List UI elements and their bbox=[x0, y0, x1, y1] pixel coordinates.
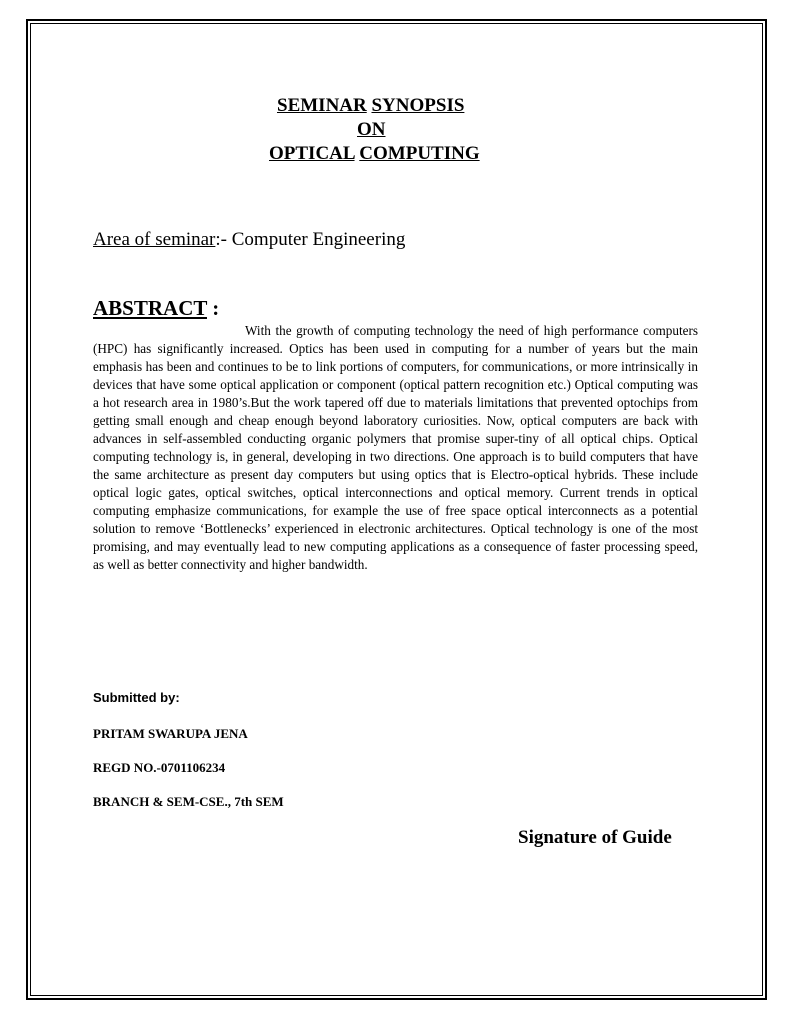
title-word-synopsis: SYNOPSIS bbox=[371, 95, 465, 116]
signature-of-guide: Signature of Guide bbox=[518, 827, 672, 848]
abstract-text: With the growth of computing technology the need of high performance computers (HPC) has significantly increased. Optics has been used in computing for a number of years but the main emphasis has been and continues to be to link portions of computers, for communications, or more intrinsically in devices that have some optical application or component (optical pattern recognition etc.) Optical computing was a hot research area in 1980’s.But the work tapered off due to materials limitations that prevented optochips from getting small enough and cheap enough beyond laboratory curiosities. Now, optical computers are back with advances in self-assembled conducting organic polymers that promise super-tiny of all optical chips. Optical computing technology is, in general, developing in two directions. One approach is to build computers that have the same architecture as present day computers but using optics that is Electro-optical hybrids. These include optical logic gates, optical switches, optical interconnections and optical memory. Current trends in optical computing emphasize communications, for example the use of free space optical interconnects as a potential solution to remove ‘Bottlenecks’ experienced in electronic architectures. Optical technology is one of the most promising, and may eventually lead to new computing applications as a consequence of faster processing speed, as well as better connectivity and higher bandwidth. bbox=[93, 323, 698, 572]
title-word-seminar: SEMINAR bbox=[277, 95, 367, 116]
title-line-2 bbox=[357, 118, 386, 142]
abstract-heading bbox=[93, 296, 219, 321]
title-word-optical: OPTICAL bbox=[269, 143, 355, 164]
title-word-computing: COMPUTING bbox=[359, 143, 480, 164]
area-label: Area of seminar bbox=[93, 229, 216, 250]
title-line-3 bbox=[269, 142, 480, 166]
submitted-by-label: Submitted by: bbox=[93, 690, 180, 705]
abstract-colon: : bbox=[206, 296, 220, 320]
area-of-seminar bbox=[93, 229, 405, 251]
abstract-label: ABSTRACT bbox=[93, 296, 207, 320]
title-line-1 bbox=[277, 94, 464, 118]
title-word-on: ON bbox=[357, 119, 386, 140]
area-value: :- Computer Engineering bbox=[215, 229, 406, 250]
registration-number: REGD NO.-0701106234 bbox=[93, 760, 226, 775]
branch-semester: BRANCH & SEM-CSE., 7th SEM bbox=[93, 794, 284, 809]
student-name: PRITAM SWARUPA JENA bbox=[93, 726, 248, 741]
